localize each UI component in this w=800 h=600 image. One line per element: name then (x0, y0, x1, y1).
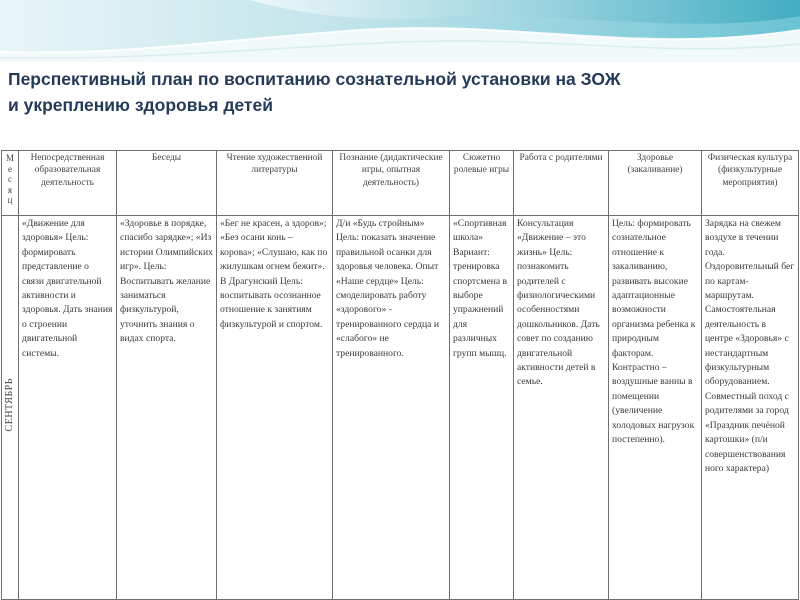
cell-reading: «Бег не красен, а здоров»; «Без осани конь – корова»; «Слушаю, как по жилушкам огнем бежит». В Драгунский Цель: воспитывать осознанное отношение к занятиям физкультурой и спортом. (217, 216, 333, 600)
cell-parents: Консультация «Движение – это жизнь» Цель: познакомить родителей с физиологическими особенностями дошкольников. Дать совет по созданию двигательной активности детей в семье. (514, 216, 609, 600)
header-cognition: Познание (дидактические игры, опытная деятельность) (333, 151, 450, 216)
header-conversations: Беседы (117, 151, 217, 216)
cell-activity: «Движение для здоровья» Цель: формировать представление о связи двигательной активности и здоровья. Дать знания о строении двигательной системы. (19, 216, 117, 600)
month-cell (2, 216, 19, 600)
header-month: М е с я ц (2, 151, 19, 216)
cell-health: Цель: формировать сознательное отношение к закаливанию, развивать высокие адаптационные возможности организма ребенка к природным факторам. Контрастно – воздушные ванны в помещении (увеличение холодовых нагрузок постепенно). (609, 216, 702, 600)
header-health: Здоровье (закаливание) (609, 151, 702, 216)
header-physical: Физическая культура (физкультурные мероприятия) (702, 151, 799, 216)
cell-role-games: «Спортивная школа» Вариант: тренировка спортсмена в выборе упражнений для различных групп мышц. (450, 216, 514, 600)
header-reading: Чтение художественной литературы (217, 151, 333, 216)
cell-conversations: «Здоровье в порядке, спасибо зарядке»; «Из истории Олимпийских игр». Цель: Воспитывать желание заниматься физкультурой, уточнить знания о видах спорта. (117, 216, 217, 600)
header-parents: Работа с родителями (514, 151, 609, 216)
cell-physical: Зарядка на свежем воздухе в течении года. Оздоровительный бег по картам-маршрутам. Самостоятельная деятельность в центре «Здоровья» с нестандартным физкультурным оборудованием. Совместный поход с родителями за город «Праздник печёной картошки» (п/и совершенствования ного характера) (702, 216, 799, 600)
header-role-games: Сюжетно ролевые игры (450, 151, 514, 216)
header-activity: Непосредственная образовательная деятельность (19, 151, 117, 216)
slide-title (8, 66, 792, 118)
title-line-2: и укреплению здоровья детей (8, 95, 273, 115)
plan-table (1, 150, 799, 600)
title-line-1: Перспективный план по воспитанию сознательной установки на ЗОЖ (8, 69, 621, 89)
table-row (2, 216, 799, 600)
header-wave-decoration (0, 0, 800, 62)
cell-cognition: Д/и «Будь стройным» Цель: показать значение правильной осанки для здоровья человека. Опыт «Наше сердце» Цель: смоделировать работу «здорового» - тренированного сердца и «слабого» не тренированного. (333, 216, 450, 600)
month-label: СЕНТЯБРЬ (3, 378, 15, 432)
table-header-row (2, 151, 799, 216)
